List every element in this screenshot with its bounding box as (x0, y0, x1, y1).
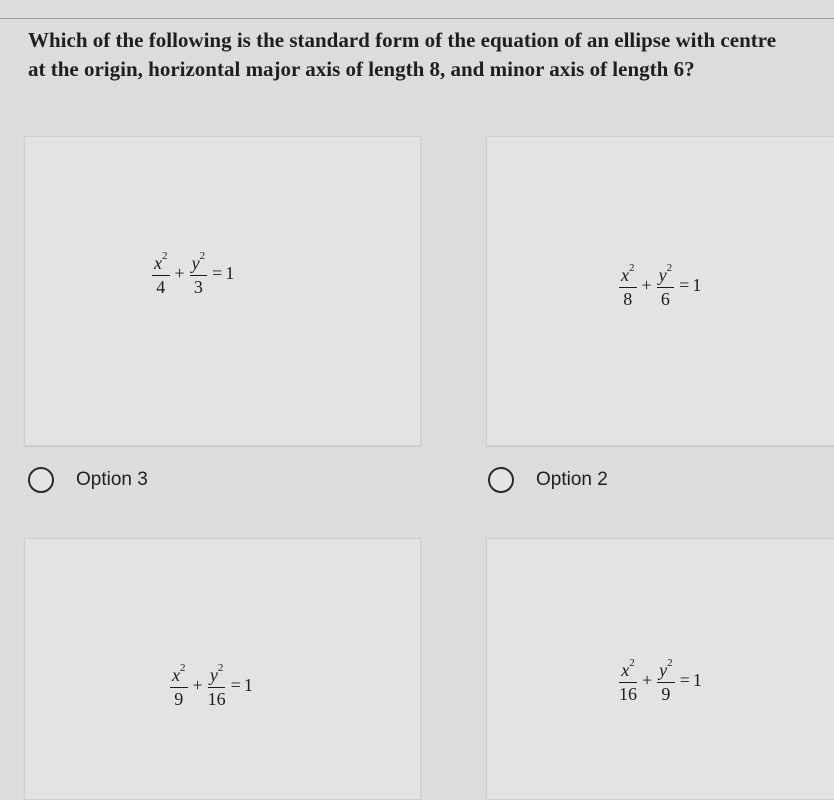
plus-sign: + (641, 274, 652, 295)
fraction-x: $\frac{x^2}{4}$ (154, 250, 168, 297)
fraction-y: $\frac{y^2}{9}$ (659, 657, 673, 704)
option-3-label: Option 3 (76, 469, 148, 490)
fraction-x: $\frac{x^2}{16}$ (619, 657, 637, 704)
fraction-y: $\frac{y^2}{3}$ (191, 250, 206, 297)
fraction-x: $\frac{x^2}{8}$ (621, 262, 635, 309)
equation-option-1 (150, 249, 234, 297)
question-line-1: Which of the following is the standard form of the equation of an ellipse with centre (28, 28, 777, 52)
equation-option-2 (617, 261, 701, 309)
equals-sign: = (679, 669, 690, 690)
option-3-choice[interactable] (28, 467, 148, 493)
fraction-y: $\frac{y^2}{6}$ (658, 262, 673, 309)
rhs-value: 1 (225, 262, 235, 283)
option-card-2[interactable] (486, 136, 834, 446)
rhs-value: 1 (692, 274, 702, 295)
rhs-value: 1 (243, 674, 253, 695)
equals-sign: = (230, 674, 241, 695)
option-2-label: Option 2 (536, 469, 608, 490)
radio-button-option-2[interactable] (488, 467, 514, 493)
equals-sign: = (212, 262, 223, 283)
plus-sign: + (642, 669, 653, 690)
fraction-x: $\frac{x^2}{9}$ (172, 662, 186, 709)
option-card-4[interactable] (486, 538, 834, 800)
fraction-y: $\frac{y^2}{16}$ (207, 662, 226, 709)
question-line-2: at the origin, horizontal major axis of length 8, and minor axis of length 6? (28, 57, 695, 81)
option-2-choice[interactable] (488, 467, 608, 493)
equation-option-3 (168, 661, 253, 709)
plus-sign: + (192, 674, 203, 695)
rhs-value: 1 (692, 669, 702, 690)
radio-button-option-3[interactable] (28, 467, 54, 493)
equation-option-4 (617, 656, 702, 704)
option-card-1[interactable] (24, 136, 421, 446)
equals-sign: = (679, 274, 690, 295)
plus-sign: + (174, 262, 185, 283)
question-text (28, 26, 828, 84)
option-card-3[interactable] (24, 538, 421, 800)
top-divider (0, 18, 834, 19)
